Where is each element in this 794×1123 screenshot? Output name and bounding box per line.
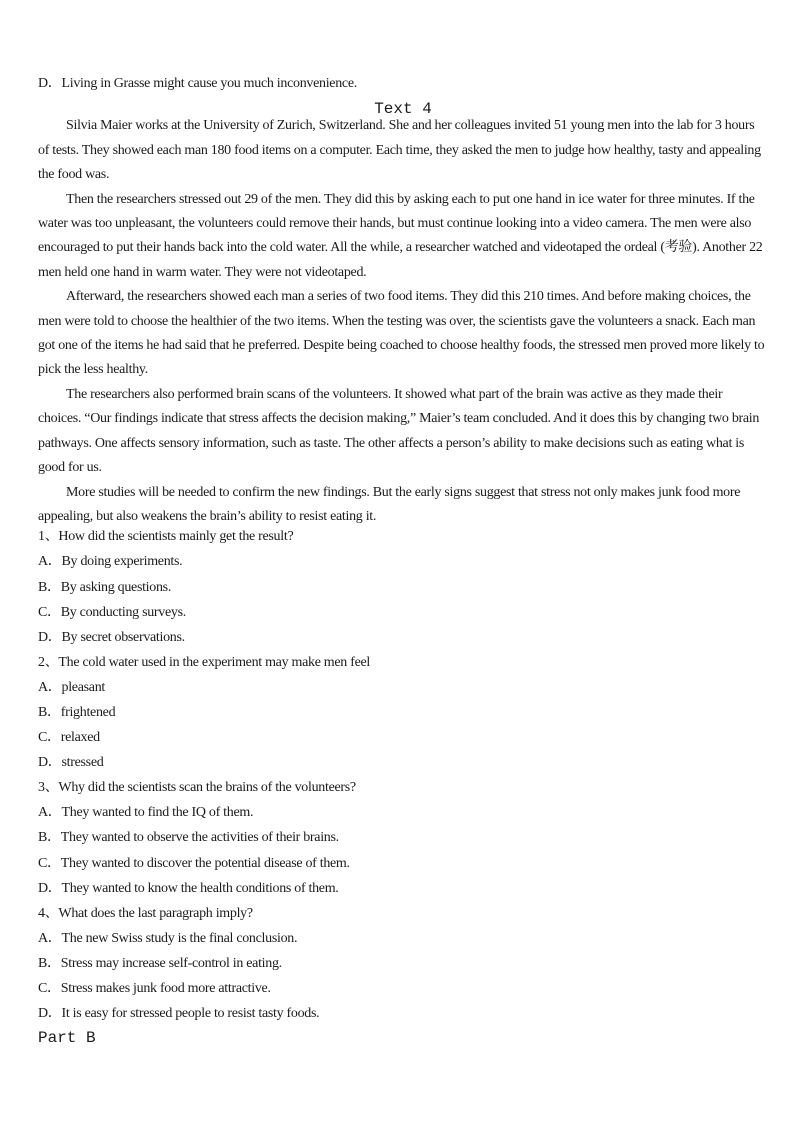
question-3-option-d: D．They wanted to know the health conditions of them. — [38, 880, 339, 896]
passage-paragraph-5: More studies will be needed to confirm the new findings. But the early signs suggest that stress not only makes junk food more appealing, but also weakens the brain’s ability to resist eating it. — [38, 484, 741, 524]
question-4-option-b: B．Stress may increase self-control in eating. — [38, 955, 282, 971]
question-2-option-a: A．pleasant — [38, 679, 105, 695]
question-1-option-a: A．By doing experiments. — [38, 554, 183, 570]
question-4 — [38, 901, 768, 1026]
question-2-option-d: D．stressed — [38, 755, 104, 771]
question-4-option-d: D．It is easy for stressed people to resist tasty foods. — [38, 1006, 320, 1022]
passage-paragraph-1: Silvia Maier works at the University of Zurich, Switzerland. She and her colleagues invited 51 young men into the lab for 3 hours of tests. They showed each man 180 food items on a computer. Each time, they asked the men to judge how healthy, tasty and appealing the food was. — [38, 118, 761, 183]
passage-paragraph-4: The researchers also performed brain scans of the volunteers. It showed what part of the brain was active as they made their choices. “Our findings indicate that stress affects the decision making,” Maier’s team concluded. And it does this by changing two brain pathways. One affects sensory information, such as taste. The other affects a person’s ability to make decisions such as eating what is good for us. — [38, 386, 760, 476]
passage-paragraph-2: Then the researchers stressed out 29 of the men. They did this by asking each to put one hand in ice water for three minutes. If the water was too unpleasant, the volunteers could remove their hands, but must continue looking into a video camera. The men were also encouraged to put their hands back into the cold water. All the while, a researcher watched and videotaped the ordeal (考验). Another 22 men held one hand in warm water. They were not videotaped. — [38, 191, 763, 280]
part-label: Part B — [38, 1029, 96, 1048]
question-2-option-b: B．frightened — [38, 704, 116, 720]
question-2-stem: 2、The cold water used in the experiment may make men feel — [38, 654, 370, 670]
question-3-stem: 3、Why did the scientists scan the brains of the volunteers? — [38, 780, 356, 796]
reading-passage — [38, 114, 768, 529]
question-3 — [38, 775, 768, 900]
question-2 — [38, 650, 768, 775]
question-2-option-c: C．relaxed — [38, 730, 100, 746]
questions-list — [38, 524, 768, 1026]
question-3-option-a: A．They wanted to find the IQ of them. — [38, 805, 254, 821]
question-1-option-c: C．By conducting surveys. — [38, 604, 186, 620]
question-1-option-d: D．By secret observations. — [38, 629, 185, 645]
question-1 — [38, 524, 768, 649]
question-1-option-b: B．By asking questions. — [38, 579, 172, 595]
section-heading: Text 4 — [374, 100, 432, 119]
question-4-option-a: A．The new Swiss study is the final conclusion. — [38, 930, 298, 946]
question-4-option-c: C．Stress makes junk food more attractive. — [38, 981, 271, 996]
question-4-stem: 4、What does the last paragraph imply? — [38, 905, 253, 921]
carryover-option-d: D．Living in Grasse might cause you much inconvenience. — [38, 76, 357, 91]
question-1-stem: 1、How did the scientists mainly get the result? — [38, 529, 294, 545]
passage-paragraph-3: Afterward, the researchers showed each man a series of two food items. They did this 210 times. And before making choices, the men were told to choose the healthier of the two items. When the testing was over, the scientists gave the volunteers a snack. Each man got one of the items he had said that he preferred. Despite being coached to choose healthy foods, the stressed men proved more likely to pick the less healthy. — [38, 289, 765, 378]
question-3-option-c: C．They wanted to discover the potential disease of them. — [38, 855, 350, 871]
question-3-option-b: B．They wanted to observe the activities of their brains. — [38, 830, 339, 846]
